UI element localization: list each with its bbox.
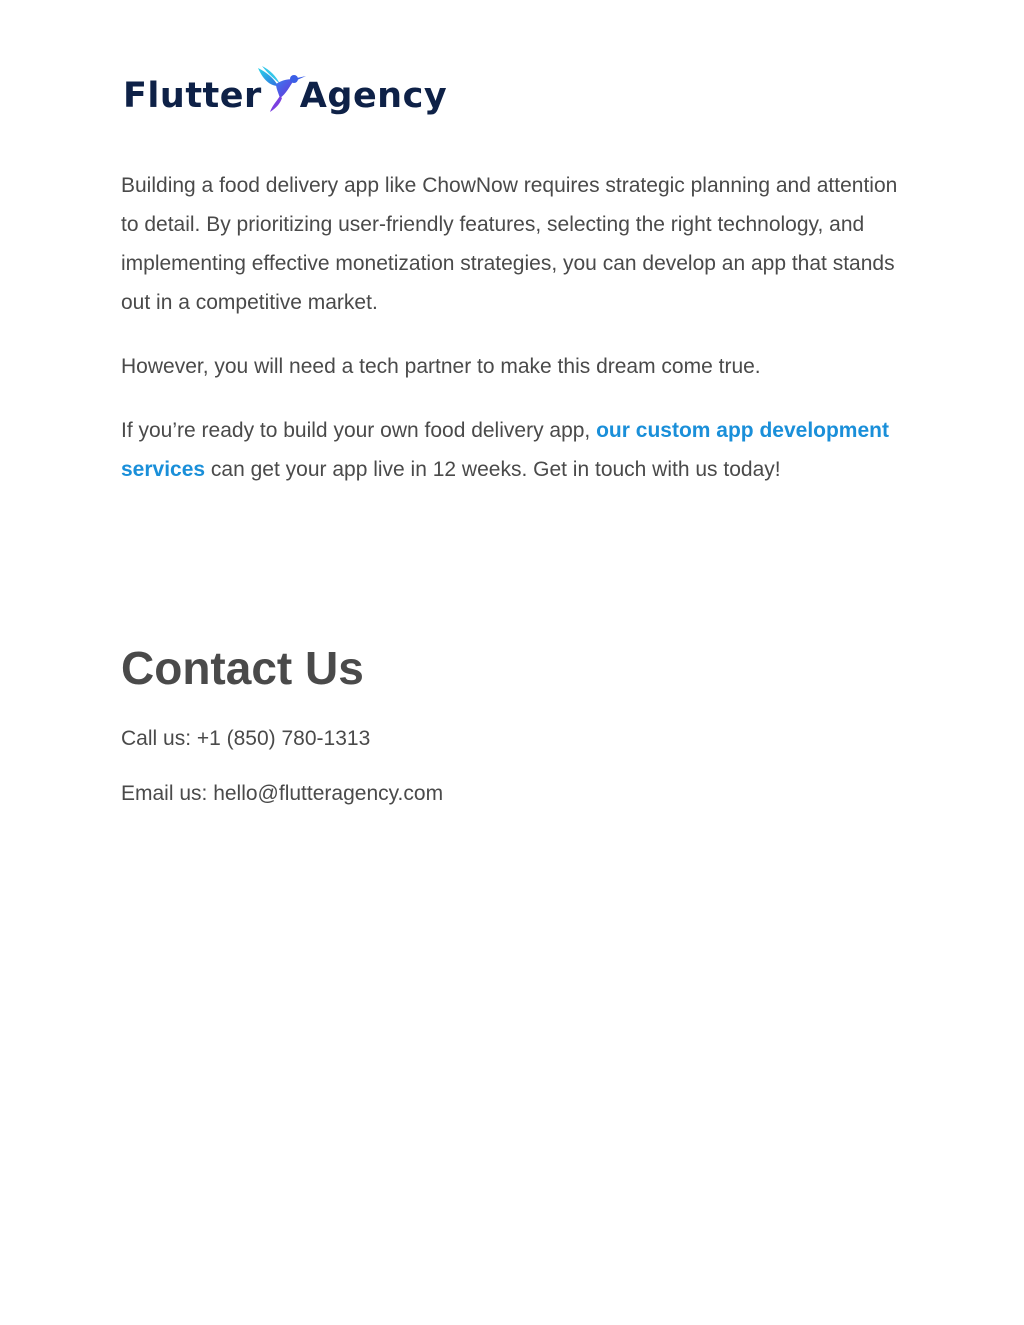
logo-word-agency: Agency <box>299 76 448 116</box>
flutter-agency-logo <box>123 58 447 118</box>
call-us-line: Call us: +1 (850) 780-1313 <box>121 727 371 750</box>
email-us-line: Email us: hello@flutteragency.com <box>121 782 444 805</box>
contact-us-heading: Contact Us <box>121 642 364 694</box>
article-body <box>121 166 901 514</box>
closing-paragraph: Building a food delivery app like ChowNow requires strategic planning and attention to detail. By prioritizing user-friendly features, selecting the right technology, and implementing effective monetization strategies, you can develop an app that stands out in a competitive market. <box>121 174 898 314</box>
tech-partner-paragraph: However, you will need a tech partner to make this dream come true. <box>121 355 761 378</box>
custom-app-development-link[interactable]: our custom app development services <box>121 419 889 481</box>
cta-paragraph <box>121 411 901 489</box>
cta-text-before: If you’re ready to build your own food delivery app, <box>121 419 597 442</box>
hummingbird-icon <box>250 64 306 114</box>
cta-text-after: can get your app live in 12 weeks. Get in touch with us today! <box>205 458 781 481</box>
logo-word-flutter: Flutter <box>123 76 262 116</box>
